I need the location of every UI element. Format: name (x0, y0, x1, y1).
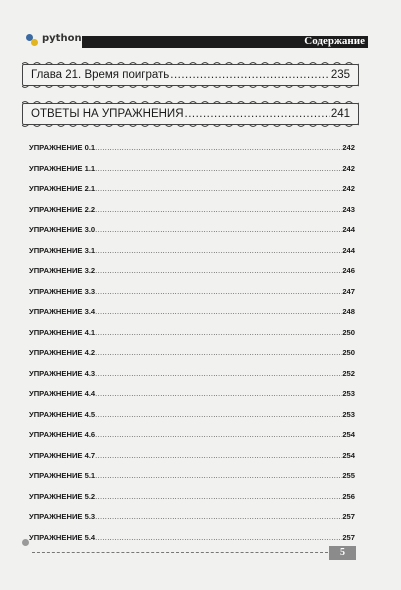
toc-entry-title: УПРАЖНЕНИЕ 5.2 (29, 491, 96, 501)
toc-entry-page: 243 (342, 204, 355, 214)
leader-dots (95, 511, 342, 523)
toc-entry-title: УПРАЖНЕНИЕ 4.3 (29, 368, 96, 378)
python-logo-icon (26, 34, 38, 46)
toc-entry-page: 250 (342, 327, 355, 337)
leader-dots (95, 163, 342, 175)
leader-dots (95, 327, 342, 339)
leader-dots (95, 265, 342, 277)
footer-dot-icon (22, 539, 29, 546)
leader-dots (95, 347, 342, 359)
leader-dots (95, 532, 342, 544)
toc-entry-title: УПРАЖНЕНИЕ 0.1 (29, 143, 96, 152)
toc-entry-title: УПРАЖНЕНИЕ 4.4 (29, 389, 96, 398)
toc-entry[interactable] (29, 388, 355, 400)
toc-entry-title: УПРАЖНЕНИЕ 3.2 (29, 266, 96, 275)
toc-entry-page: 242 (342, 184, 355, 193)
toc-entry-title: УПРАЖНЕНИЕ 3.4 (29, 307, 96, 316)
leader-dots (95, 224, 342, 236)
toc-entry-page: 246 (342, 266, 355, 275)
chapter-page: 235 (330, 69, 350, 81)
toc-entry-page: 254 (342, 450, 355, 460)
toc-entry-title: УПРАЖНЕНИЕ 4.1 (29, 327, 96, 337)
toc-entry[interactable] (29, 511, 355, 523)
toc-entry-title: УПРАЖНЕНИЕ 4.6 (29, 430, 96, 439)
toc-entry-title: УПРАЖНЕНИЕ 4.7 (29, 450, 96, 460)
toc-entry-title: УПРАЖНЕНИЕ 2.2 (29, 204, 96, 214)
toc-entry-page: 257 (342, 512, 355, 521)
leader-dots (95, 204, 342, 216)
leader-dots (95, 245, 342, 257)
toc-entry[interactable] (29, 306, 355, 318)
toc-entry-page: 255 (342, 471, 355, 480)
section-title: Содержание (304, 35, 365, 47)
toc-entry-page: 244 (342, 245, 355, 255)
toc-entry[interactable] (29, 245, 355, 257)
toc-entry[interactable] (29, 532, 355, 544)
toc-entry[interactable] (29, 163, 355, 175)
leader-dots (185, 103, 330, 125)
page-number: 5 (329, 546, 356, 560)
leader-dots (95, 286, 342, 298)
toc-entry-title: УПРАЖНЕНИЕ 4.5 (29, 409, 96, 419)
toc-entry-title: УПРАЖНЕНИЕ 4.2 (29, 348, 96, 357)
toc-entry-page: 244 (342, 225, 355, 234)
toc-entry-title: УПРАЖНЕНИЕ 2.1 (29, 184, 96, 193)
toc-entry-title: УПРАЖНЕНИЕ 3.3 (29, 286, 96, 296)
toc-entry-title: УПРАЖНЕНИЕ 3.1 (29, 245, 96, 255)
toc-entry-title: УПРАЖНЕНИЕ 5.4 (29, 532, 96, 542)
toc-entry[interactable] (29, 204, 355, 216)
brand-label: python (42, 33, 82, 44)
wavy-border-bottom (22, 85, 359, 89)
toc-entry-page: 242 (342, 163, 355, 173)
toc-chapter[interactable] (22, 64, 359, 86)
leader-dots (95, 491, 342, 503)
chapter-title: ОТВЕТЫ НА УПРАЖНЕНИЯ (31, 108, 184, 120)
toc-entry[interactable] (29, 183, 355, 195)
leader-dots (95, 450, 342, 462)
toc-entry-title: УПРАЖНЕНИЕ 5.1 (29, 471, 96, 480)
toc-entry[interactable] (29, 327, 355, 339)
toc-entry[interactable] (29, 450, 355, 462)
toc-entry-title: УПРАЖНЕНИЕ 5.3 (29, 512, 96, 521)
toc-entry-page: 254 (342, 430, 355, 439)
toc-entry[interactable] (29, 224, 355, 236)
toc-entry[interactable] (29, 491, 355, 503)
leader-dots (95, 142, 342, 154)
toc-entry-page: 253 (342, 389, 355, 398)
toc-entry[interactable] (29, 142, 355, 154)
wavy-border-bottom (22, 124, 359, 128)
toc-chapter[interactable] (22, 103, 359, 125)
toc-entry-page: 242 (342, 143, 355, 152)
toc-entry[interactable] (29, 368, 355, 380)
toc-entry-page: 248 (342, 307, 355, 316)
toc-entry-page: 257 (342, 532, 355, 542)
toc-entry[interactable] (29, 347, 355, 359)
toc-entry-page: 247 (342, 286, 355, 296)
toc-entry[interactable] (29, 286, 355, 298)
leader-dots (170, 64, 330, 86)
leader-dots (95, 429, 342, 441)
toc-entry[interactable] (29, 470, 355, 482)
toc-entry[interactable] (29, 409, 355, 421)
toc-entry-page: 253 (342, 409, 355, 419)
toc-entry-page: 252 (342, 368, 355, 378)
toc-entry[interactable] (29, 429, 355, 441)
leader-dots (95, 368, 342, 380)
toc-entry[interactable] (29, 265, 355, 277)
leader-dots (95, 183, 342, 195)
leader-dots (95, 409, 342, 421)
toc-entry-title: УПРАЖНЕНИЕ 1.1 (29, 163, 96, 173)
chapter-title: Глава 21. Время поиграть (31, 69, 170, 81)
toc-entry-page: 250 (342, 348, 355, 357)
leader-dots (95, 306, 342, 318)
toc-entry-title: УПРАЖНЕНИЕ 3.0 (29, 225, 96, 234)
leader-dots (95, 388, 342, 400)
leader-dots (95, 470, 342, 482)
chapter-page: 241 (330, 108, 350, 120)
toc-entry-page: 256 (342, 491, 355, 501)
footer-divider (32, 552, 328, 553)
